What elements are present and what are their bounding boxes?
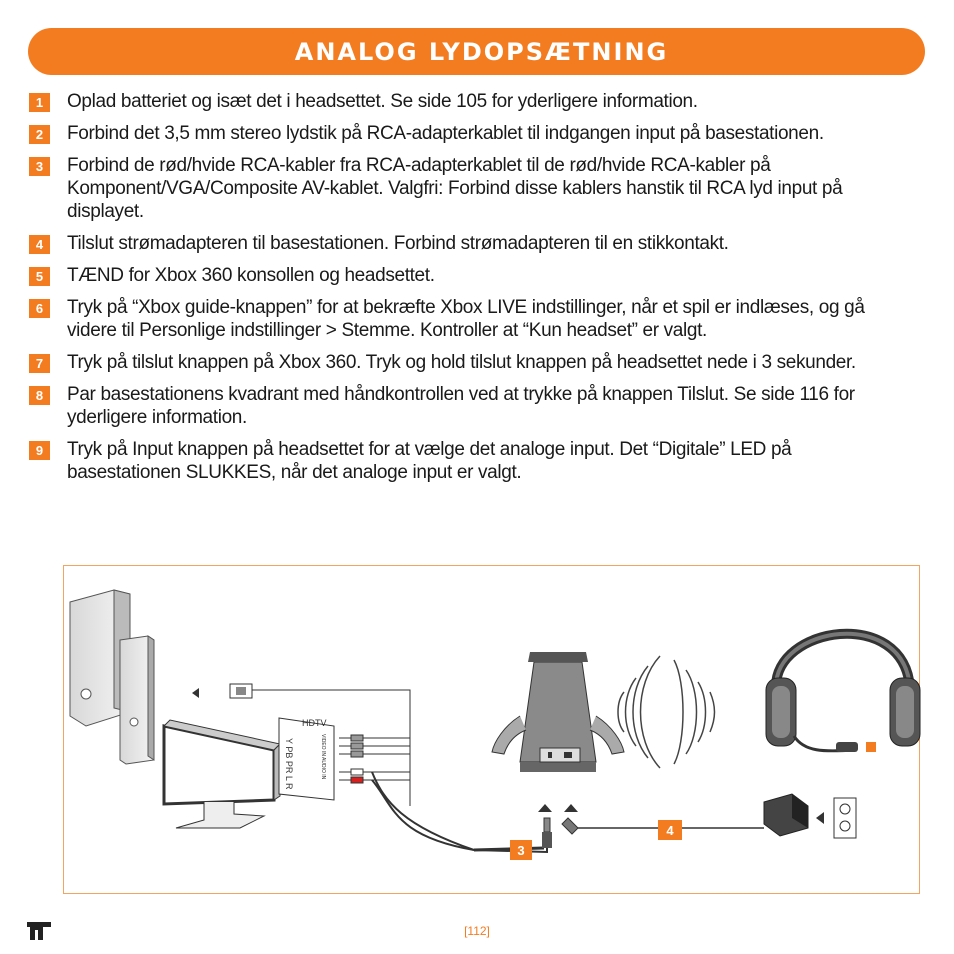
page-number: [112]	[464, 924, 490, 938]
step-number-badge: 7	[29, 354, 50, 373]
step-4	[29, 232, 909, 255]
step-text: Par basestationens kvadrant med håndkontrollen ved at trykke på knappen Tilslut. Se side 116 for yderligere information.	[67, 384, 855, 428]
hdtv-icon	[164, 718, 334, 828]
rca-cables	[339, 735, 544, 850]
power-adapter-icon	[764, 794, 824, 836]
callout-4	[658, 820, 682, 840]
step-6	[29, 296, 909, 342]
callout-3-label: 3	[517, 843, 525, 858]
step-9	[29, 438, 909, 484]
step-7	[29, 351, 909, 374]
step-number-badge: 4	[29, 235, 50, 254]
section-title: ANALOG LYDOPSÆTNING	[294, 37, 669, 66]
tv-port-labels: Y PB PR L R	[284, 738, 294, 790]
hdtv-label: HDTV	[302, 718, 327, 728]
headset-icon	[766, 634, 920, 752]
wireless-signal-icon	[618, 656, 715, 768]
step-number-badge: 6	[29, 299, 50, 318]
callout-4-label: 4	[666, 823, 674, 838]
step-number-badge: 2	[29, 125, 50, 144]
step-text: Tryk på “Xbox guide-knappen” for at bekræfte Xbox LIVE indstillinger, når et spil er indlæses, og gå videre til Personlige indstillinger > Stemme. Kontroller at “Kun headset” er valgt.	[67, 297, 865, 341]
step-number-badge: 9	[29, 441, 50, 460]
callout-3	[510, 840, 532, 860]
xbox-console-icon	[70, 590, 154, 764]
step-number-badge: 5	[29, 267, 50, 286]
step-2	[29, 122, 909, 145]
step-text: Tilslut strømadapteren til basestationen. Forbind strømadapteren til en stikkontakt.	[67, 233, 729, 254]
step-text: Forbind det 3,5 mm stereo lydstik på RCA-adapterkablet til indgangen input på basestationen.	[67, 123, 824, 144]
step-number-badge: 8	[29, 386, 50, 405]
step-5	[29, 264, 909, 287]
instruction-steps	[29, 90, 909, 493]
step-text: Tryk på tilslut knappen på Xbox 360. Tryk og hold tilslut knappen på headsettet nede i 3 sekunder.	[67, 352, 856, 373]
step-8	[29, 383, 909, 429]
setup-illustration	[64, 566, 921, 895]
step-number-badge: 3	[29, 157, 50, 176]
wall-outlet-icon	[834, 798, 856, 838]
step-text: Oplad batteriet og isæt det i headsettet. Se side 105 for yderligere information.	[67, 91, 698, 112]
step-text: TÆND for Xbox 360 konsollen og headsettet.	[67, 265, 435, 286]
step-1	[29, 90, 909, 113]
section-header	[28, 28, 925, 75]
base-station-icon	[492, 652, 624, 772]
step-text: Tryk på Input knappen på headsettet for at vælge det analoge input. Det “Digitale” LED på basestationen SLUKKES, når det analoge input er valgt.	[67, 439, 792, 483]
setup-diagram	[63, 565, 920, 894]
cable-labels: VIDEO IN AUDIO IN	[320, 734, 326, 780]
step-text: Forbind de rød/hvide RCA-kabler fra RCA-adapterkablet til de rød/hvide RCA-kabler på Komponent/VGA/Composite AV-kablet. Valgfri: Forbind disse kablers hanstik til RCA lyd input på displayet.	[67, 155, 843, 222]
plug-direction-arrows	[538, 804, 578, 812]
step-number-badge: 1	[29, 93, 50, 112]
step-3	[29, 154, 909, 223]
